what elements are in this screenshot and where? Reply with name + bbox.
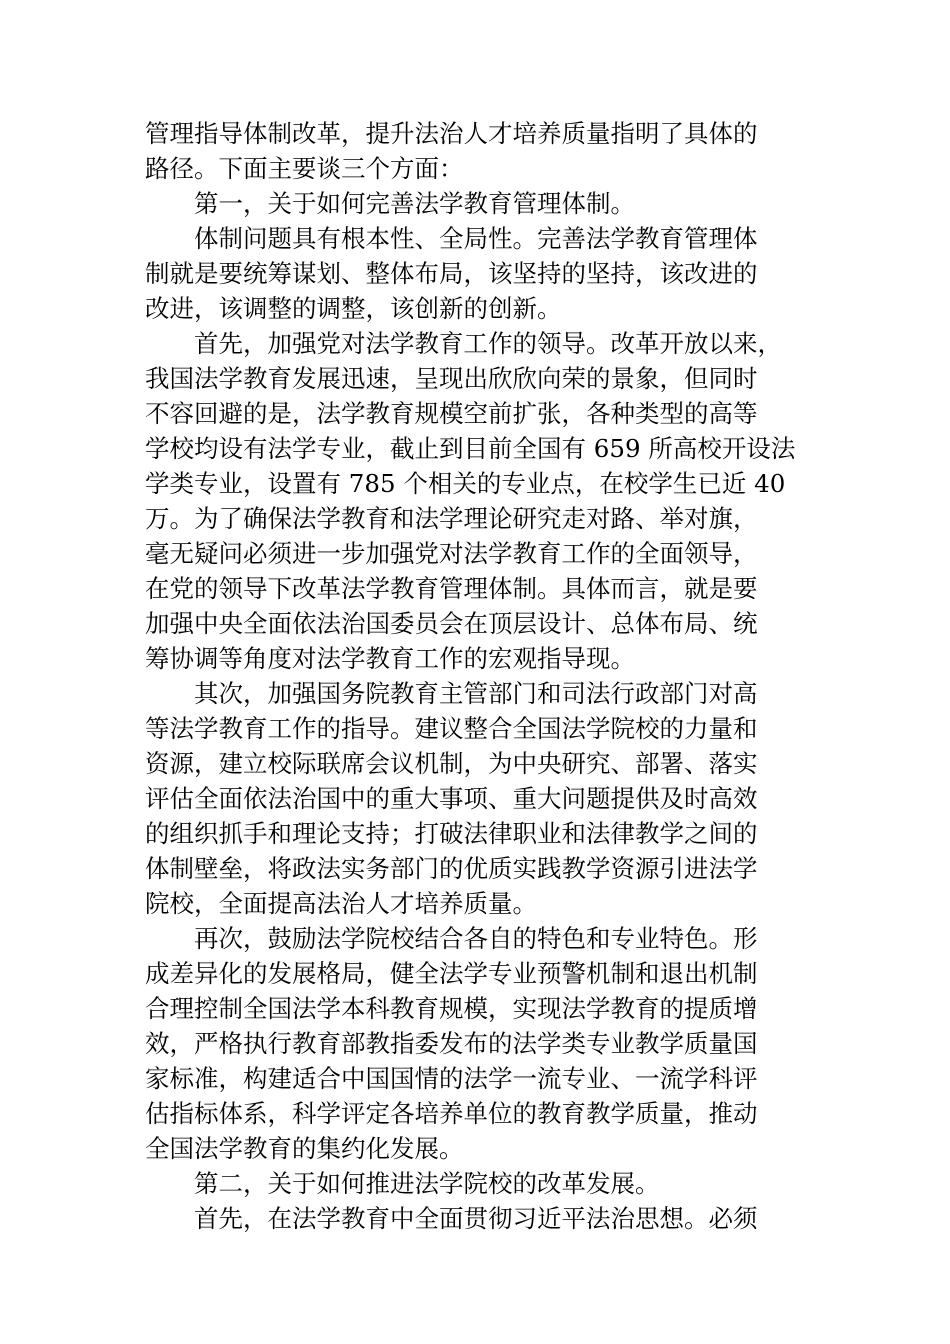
text-line: 第一，关于如何完善法学教育管理体制。 (194, 189, 635, 218)
text-line: 成差异化的发展格局，健全法学专业预警机制和退出机制 (145, 959, 758, 988)
text-line: 第二，关于如何推进法学院校的改革发展。 (194, 1169, 660, 1198)
text-line: 毫无疑问必须进一步加强党对法学教育工作的全面领导， (145, 539, 758, 568)
text-line: 学校均设有法学专业，截止到目前全国有 659 所高校开设法 (145, 434, 796, 463)
text-line: 全国法学教育的集约化发展。 (145, 1134, 464, 1163)
text-line: 的组织抓手和理论支持；打破法律职业和法律教学之间的 (145, 819, 758, 848)
text-line: 不容回避的是，法学教育规模空前扩张，各种类型的高等 (145, 399, 758, 428)
text-line: 合理控制全国法学本科教育规模，实现法学教育的提质增 (145, 994, 758, 1023)
text-line: 制就是要统筹谋划、整体布局，该坚持的坚持，该改进的 (145, 259, 758, 288)
text-line: 首先，加强党对法学教育工作的领导。改革开放以来， (194, 329, 782, 358)
text-line: 筹协调等角度对法学教育工作的宏观指导现。 (145, 644, 635, 673)
text-line: 估指标体系，科学评定各培养单位的教育教学质量，推动 (145, 1099, 758, 1128)
text-line: 等法学教育工作的指导。建议整合全国法学院校的力量和 (145, 714, 758, 743)
text-line: 院校，全面提高法治人才培养质量。 (145, 889, 537, 918)
text-line: 效，严格执行教育部教指委发布的法学类专业教学质量国 (145, 1029, 758, 1058)
text-line: 管理指导体制改革，提升法治人才培养质量指明了具体的 (145, 119, 758, 148)
text-line: 体制壁垒，将政法实务部门的优质实践教学资源引进法学 (145, 854, 758, 883)
text-line: 资源，建立校际联席会议机制，为中央研究、部署、落实 (145, 749, 758, 778)
text-line: 改进，该调整的调整，该创新的创新。 (145, 294, 562, 323)
body-text (145, 116, 815, 1236)
text-line: 学类专业，设置有 785 个相关的专业点，在校学生已近 40 (145, 469, 786, 498)
text-line: 在党的领导下改革法学教育管理体制。具体而言，就是要 (145, 574, 758, 603)
text-line: 其次，加强国务院教育主管部门和司法行政部门对高 (194, 679, 758, 708)
text-line: 万。为了确保法学教育和法学理论研究走对路、举对旗， (145, 504, 758, 533)
text-line: 首先，在法学教育中全面贯彻习近平法治思想。必须 (194, 1204, 758, 1233)
text-line: 评估全面依法治国中的重大事项、重大问题提供及时高效 (145, 784, 758, 813)
text-line: 加强中央全面依法治国委员会在顶层设计、总体布局、统 (145, 609, 758, 638)
text-line: 路径。下面主要谈三个方面： (145, 154, 464, 183)
text-line: 家标准，构建适合中国国情的法学一流专业、一流学科评 (145, 1064, 758, 1093)
text-line: 体制问题具有根本性、全局性。完善法学教育管理体 (194, 224, 758, 253)
text-line: 再次，鼓励法学院校结合各自的特色和专业特色。形 (194, 924, 758, 953)
text-line: 我国法学教育发展迅速，呈现出欣欣向荣的景象，但同时 (145, 364, 758, 393)
